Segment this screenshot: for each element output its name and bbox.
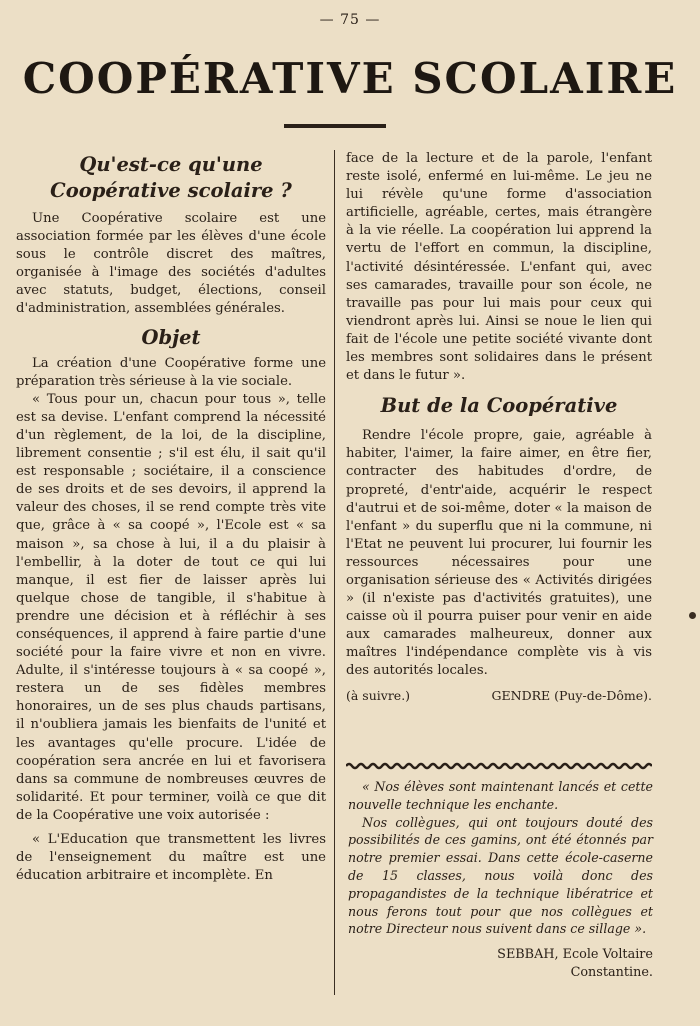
- right-column: [346, 150, 652, 705]
- quote-signature-line1: SEBBAH, Ecole Voltaire: [497, 947, 653, 962]
- objet-paragraph-1: La création d'une Coopérative forme une préparation très sérieuse à la vie sociale.: [16, 355, 326, 389]
- heading-objet: Objet: [141, 325, 201, 349]
- quote-signature-line2: Constantine.: [570, 965, 653, 980]
- page-title: COOPÉRATIVE SCOLAIRE: [22, 54, 678, 103]
- quote-paragraph-1: « Nos élèves sont maintenant lancés et cette nouvelle technique les enchante.: [348, 779, 653, 812]
- to-be-continued: (à suivre.): [346, 687, 411, 703]
- heading-quest-ce-line1: Qu'est-ce qu'une: [79, 153, 263, 176]
- objet-paragraph-3: « L'Education que transmettent les livres de l'enseignement du maître est une éducation arbitraire et incomplète. En: [16, 832, 326, 884]
- title-underline: [284, 124, 386, 128]
- article-signature: [346, 687, 652, 705]
- wavy-separator: [346, 762, 652, 770]
- but-paragraph: Rendre l'école propre, gaie, agréable à habiter, l'aimer, la faire aimer, en être fier, contracter des habitudes d'ordre, de propreté, d'entr'aide, acquérir le respect d'autrui et de soi-même, doter « la maison de l'enfant » du superflu que ni la commune, ni l'Etat ne peuvent lui procurer, lui fournir les ressources nécessaires pour une organisation sérieuse des « Activités dirigées » (il n'existe pas d'activités gratuites), une caisse où il pourra puiser pour venir en aide aux camarades malheureux, donner aux maîtres l'indépendance complète vis à vis des autorités locales.: [346, 428, 652, 679]
- left-column: [16, 152, 326, 885]
- author-name: GENDRE (Puy-de-Dôme).: [491, 687, 652, 703]
- quote-signature: [348, 946, 653, 982]
- intro-paragraph: Une Coopérative scolaire est une association formée par les élèves d'une école sous le contrôle discret des maîtres, organisée à l'image des sociétés d'adultes avec statuts, budget, élections, conseil d'administration, assemblées générales.: [16, 211, 326, 317]
- heading-but: But de la Coopérative: [380, 394, 618, 418]
- quote-block: [348, 778, 653, 938]
- objet-paragraph-2: « Tous pour un, chacun pour tous », telle est sa devise. L'enfant comprend la nécessité d'un règlement, de la loi, de la discipline, librement consentie ; s'il est élu, il sait qu'il est responsable ; sociétaire, il a conscience de ses droits et de ses devoirs, il apprend la valeur des choses, il se rend compte très vite que, grâce à « sa coopé », l'Ecole est « sa maison », sa chose à lui, il a du plaisir à l'embellir, à la doter de tout ce qui lui manque, il est fier de laisser après lui quelque chose de tangible, il s'habitue à prendre une décision et à réfléchir à ses conséquences, il apprend à faire partie d'une société pour la faire vivre et non en vivre. Adulte, il s'intéresse toujours à « sa coopé », restera un de ses fidèles membres honoraires, un de ses plus chauds partisans, il n'oubliera jamais les bienfaits de l'unité et les avantages qu'elle procure. L'idée de coopération sera ancrée en lui et favorisera dans sa commune de nombreuses œuvres de solidarité. Et pour terminer, voilà ce que dit de la Coopérative une voix autorisée :: [16, 391, 326, 823]
- continued-paragraph: face de la lecture et de la parole, l'enfant reste isolé, enfermé en lui-même. Le jeu ne lui révèle qu'une forme d'association artificielle, agréable, certes, mais étrangère à la vie réelle. La coopération lui apprend la vertu de l'effort en commun, la discipline, l'activité désintéressée. L'enfant qui, avec ses camarades, travaille pour son école, ne travaille pas pour lui mais pour ceux qui viendront après lui. Ainsi se noue le lien qui fait de l'école une petite société vivante dont les membres sont solidaires dans le présent et dans le futur ».: [346, 151, 652, 384]
- quote-paragraph-2: Nos collègues, qui ont toujours douté des possibilités de ces gamins, ont été étonnés par notre premier essai. Dans cette école-caserne de 15 classes, nous voilà donc des propagandistes de la technique libératrice et nous ferons tout pour que nos collègues et notre Directeur nous suivent dans ce sillage ».: [348, 814, 653, 937]
- heading-quest-ce-line2: Coopérative scolaire ?: [50, 179, 292, 202]
- margin-ink-dot: [689, 612, 696, 619]
- page-number: — 75 —: [319, 12, 381, 28]
- column-divider: [334, 150, 335, 995]
